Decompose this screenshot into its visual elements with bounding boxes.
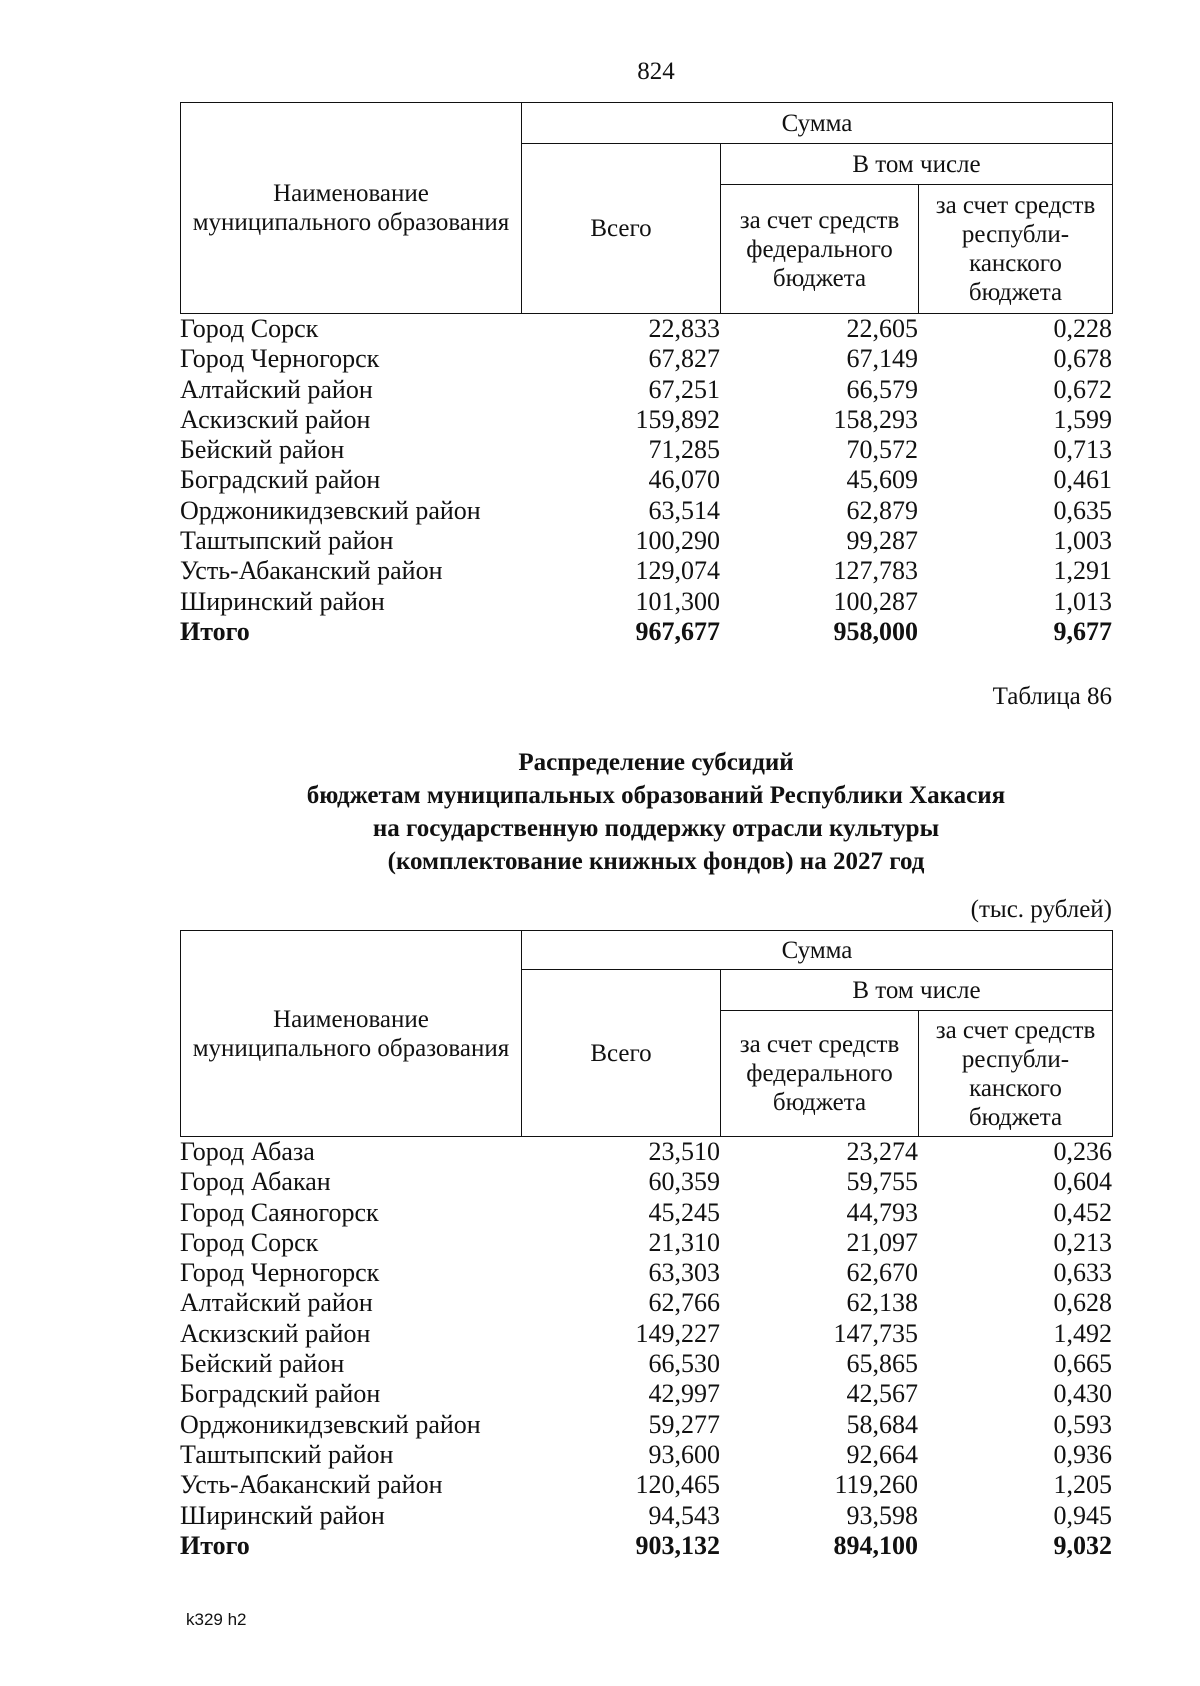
- cell-name: Боградский район: [180, 465, 381, 495]
- header-name-col: Наименование муниципального образования: [181, 103, 522, 314]
- cell-total: 46,070: [648, 465, 720, 495]
- cell-federal: 62,879: [846, 495, 918, 525]
- cell-republican: 0,593: [1053, 1409, 1112, 1439]
- table-row: [180, 405, 1112, 435]
- cell-republican: 0,665: [1053, 1349, 1112, 1379]
- cell-republican: 0,672: [1053, 374, 1112, 404]
- cell-republican: 0,236: [1053, 1137, 1112, 1166]
- cell-federal: 99,287: [846, 526, 918, 556]
- cell-republican: 1,013: [1053, 586, 1112, 616]
- cell-name: Город Сорск: [180, 314, 319, 343]
- cell-total: 21,310: [648, 1227, 720, 1257]
- cell-total: 63,303: [648, 1258, 720, 1288]
- table-row: [180, 1198, 1112, 1228]
- table-2: [180, 930, 1112, 1561]
- cell-republican: 9,032: [1053, 1530, 1112, 1560]
- cell-republican: 0,635: [1053, 495, 1112, 525]
- cell-total: 149,227: [635, 1318, 720, 1348]
- table-row: [180, 344, 1112, 374]
- header-name-col: Наименование муниципального образования: [181, 931, 522, 1137]
- header-including: В том числе: [721, 144, 1113, 185]
- cell-name: Алтайский район: [180, 374, 373, 404]
- table-2-body: [180, 1137, 1112, 1561]
- cell-federal: 67,149: [846, 344, 918, 374]
- cell-republican: 1,291: [1053, 556, 1112, 586]
- cell-federal: 65,865: [846, 1349, 918, 1379]
- cell-total: 66,530: [648, 1349, 720, 1379]
- cell-republican: 0,430: [1053, 1379, 1112, 1409]
- cell-republican: 1,205: [1053, 1470, 1112, 1500]
- cell-federal: 119,260: [834, 1470, 918, 1500]
- table-row: [180, 1167, 1112, 1197]
- cell-name: Город Абакан: [180, 1167, 331, 1197]
- cell-republican: 0,213: [1053, 1227, 1112, 1257]
- table-row: [180, 1228, 1112, 1258]
- cell-total: 120,465: [635, 1470, 720, 1500]
- cell-federal: 894,100: [833, 1530, 918, 1560]
- table-row: [180, 1258, 1112, 1288]
- header-federal-col: за счет средств федерального бюджета: [721, 1011, 919, 1137]
- cell-name: Итого: [180, 616, 250, 646]
- table-row: [180, 314, 1112, 344]
- cell-federal: 66,579: [846, 374, 918, 404]
- cell-total: 129,074: [635, 556, 720, 586]
- cell-federal: 100,287: [833, 586, 918, 616]
- cell-name: Усть-Абаканский район: [180, 556, 443, 586]
- cell-name: Город Сорск: [180, 1227, 319, 1257]
- cell-federal: 59,755: [846, 1167, 918, 1197]
- title-line: (комплектование книжных фондов) на 2027 год: [387, 848, 925, 875]
- cell-federal: 93,598: [846, 1500, 918, 1530]
- cell-name: Алтайский район: [180, 1288, 373, 1318]
- table-row: [180, 526, 1112, 556]
- cell-name: Таштыпский район: [180, 526, 394, 556]
- table-row: [180, 1137, 1112, 1167]
- cell-federal: 44,793: [846, 1197, 918, 1227]
- cell-total: 62,766: [648, 1288, 720, 1318]
- table-row: [180, 1501, 1112, 1531]
- table-1: [180, 102, 1112, 647]
- table-row: [180, 496, 1112, 526]
- cell-total: 903,132: [635, 1530, 720, 1560]
- cell-republican: 0,713: [1053, 435, 1112, 465]
- table-row: [180, 1349, 1112, 1379]
- table-row: [180, 587, 1112, 617]
- table-row: [180, 1288, 1112, 1318]
- title-line: на государственную поддержку отрасли культуры: [372, 815, 940, 842]
- cell-total: 967,677: [635, 616, 720, 646]
- cell-republican: 0,945: [1053, 1500, 1112, 1530]
- page-number: 824: [637, 58, 675, 85]
- header-federal-col: за счет средств федерального бюджета: [721, 185, 919, 314]
- table-1-header: [180, 102, 1113, 314]
- cell-name: Ширинский район: [180, 586, 385, 616]
- cell-total: 22,833: [648, 314, 720, 343]
- cell-total: 42,997: [648, 1379, 720, 1409]
- cell-name: Боградский район: [180, 1379, 381, 1409]
- cell-name: Аскизский район: [180, 1318, 371, 1348]
- table-total-row: [180, 617, 1112, 647]
- header-sum: Сумма: [522, 103, 1113, 144]
- cell-federal: 127,783: [833, 556, 918, 586]
- table-total-row: [180, 1531, 1112, 1561]
- cell-name: Орджоникидзевский район: [180, 495, 481, 525]
- cell-name: Бейский район: [180, 435, 345, 465]
- cell-total: 45,245: [648, 1197, 720, 1227]
- header-sum: Сумма: [522, 931, 1113, 970]
- cell-federal: 958,000: [833, 616, 918, 646]
- cell-republican: 0,678: [1053, 344, 1112, 374]
- cell-republican: 0,452: [1053, 1197, 1112, 1227]
- table-row: [180, 1379, 1112, 1409]
- table-row: [180, 1440, 1112, 1470]
- cell-name: Ширинский район: [180, 1500, 385, 1530]
- cell-republican: 0,461: [1053, 465, 1112, 495]
- cell-federal: 45,609: [846, 465, 918, 495]
- table-row: [180, 465, 1112, 495]
- table-number: Таблица 86: [992, 683, 1112, 710]
- cell-name: Аскизский район: [180, 404, 371, 434]
- cell-total: 71,285: [648, 435, 720, 465]
- table-1-body: [180, 314, 1112, 647]
- cell-total: 23,510: [648, 1137, 720, 1166]
- table-row: [180, 556, 1112, 586]
- cell-republican: 0,633: [1053, 1258, 1112, 1288]
- cell-total: 93,600: [648, 1439, 720, 1469]
- cell-name: Город Абаза: [180, 1137, 315, 1166]
- cell-total: 63,514: [648, 495, 720, 525]
- cell-republican: 0,936: [1053, 1439, 1112, 1469]
- header-republican-col: за счет средств республи-канского бюджета: [919, 185, 1113, 314]
- cell-total: 159,892: [635, 404, 720, 434]
- cell-republican: 0,628: [1053, 1288, 1112, 1318]
- cell-republican: 1,599: [1053, 404, 1112, 434]
- cell-name: Усть-Абаканский район: [180, 1470, 443, 1500]
- cell-federal: 92,664: [846, 1439, 918, 1469]
- footer-code: k329 h2: [186, 1610, 247, 1629]
- cell-name: Таштыпский район: [180, 1439, 394, 1469]
- header-including: В том числе: [721, 970, 1113, 1011]
- cell-republican: 0,228: [1053, 314, 1112, 343]
- cell-federal: 21,097: [846, 1227, 918, 1257]
- cell-total: 94,543: [648, 1500, 720, 1530]
- table-2-header: [180, 930, 1113, 1137]
- table-row: [180, 1410, 1112, 1440]
- table-row: [180, 375, 1112, 405]
- cell-name: Город Черногорск: [180, 344, 380, 374]
- cell-federal: 147,735: [833, 1318, 918, 1348]
- cell-federal: 58,684: [846, 1409, 918, 1439]
- units-label: (тыс. рублей): [970, 896, 1112, 923]
- cell-name: Город Черногорск: [180, 1258, 380, 1288]
- cell-total: 59,277: [648, 1409, 720, 1439]
- cell-republican: 1,492: [1053, 1318, 1112, 1348]
- header-total-col: Всего: [522, 970, 721, 1137]
- cell-federal: 62,670: [846, 1258, 918, 1288]
- cell-total: 67,827: [648, 344, 720, 374]
- title-line: Распределение субсидий: [518, 749, 794, 776]
- cell-name: Бейский район: [180, 1349, 345, 1379]
- cell-name: Город Саяногорск: [180, 1197, 379, 1227]
- table-row: [180, 435, 1112, 465]
- cell-republican: 9,677: [1053, 616, 1112, 646]
- cell-total: 67,251: [648, 374, 720, 404]
- title-line: бюджетам муниципальных образований Республики Хакасия: [306, 782, 1006, 809]
- cell-republican: 1,003: [1053, 526, 1112, 556]
- cell-total: 101,300: [635, 586, 720, 616]
- cell-federal: 158,293: [833, 404, 918, 434]
- cell-republican: 0,604: [1053, 1167, 1112, 1197]
- header-total-col: Всего: [522, 144, 721, 314]
- cell-name: Итого: [180, 1530, 250, 1560]
- cell-total: 100,290: [635, 526, 720, 556]
- table-row: [180, 1470, 1112, 1500]
- table-2-title: [0, 746, 1200, 878]
- header-republican-col: за счет средств республи-канского бюджета: [919, 1011, 1113, 1137]
- cell-federal: 62,138: [846, 1288, 918, 1318]
- cell-federal: 42,567: [846, 1379, 918, 1409]
- cell-total: 60,359: [648, 1167, 720, 1197]
- cell-federal: 23,274: [846, 1137, 918, 1166]
- table-row: [180, 1319, 1112, 1349]
- cell-federal: 22,605: [846, 314, 918, 343]
- cell-name: Орджоникидзевский район: [180, 1409, 481, 1439]
- cell-federal: 70,572: [846, 435, 918, 465]
